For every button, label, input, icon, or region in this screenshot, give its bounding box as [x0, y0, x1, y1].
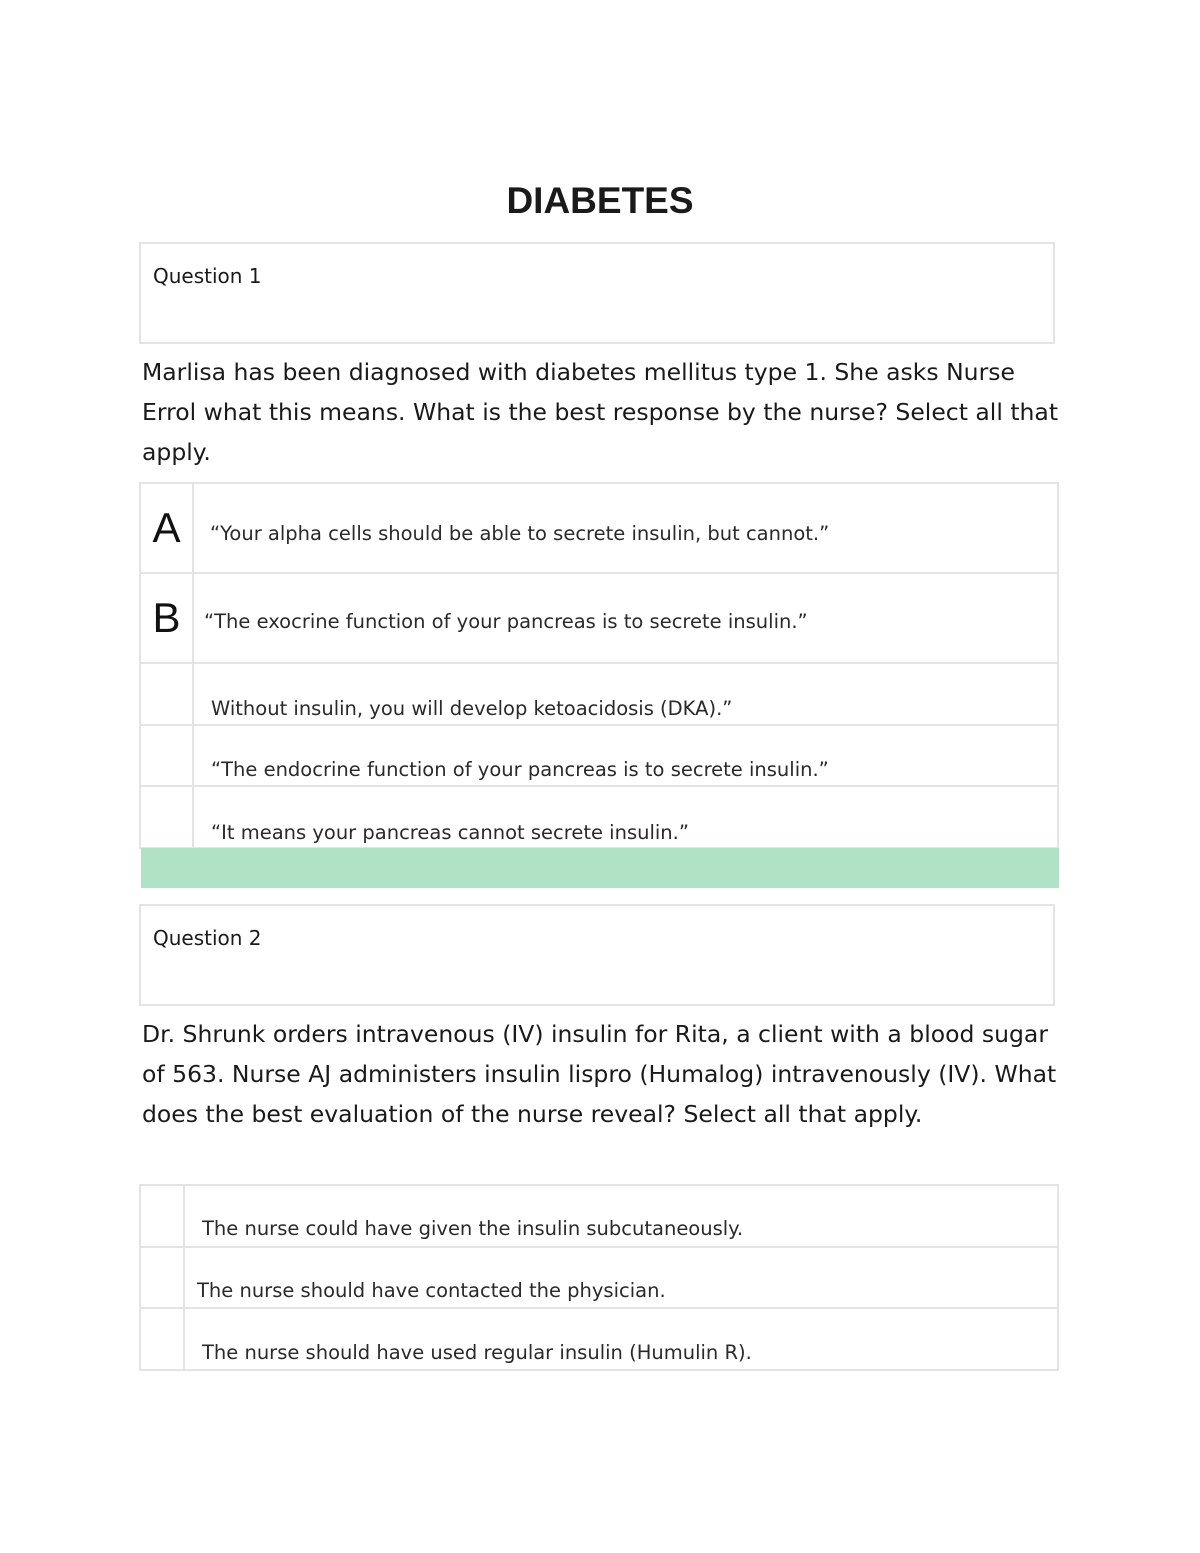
question-1-text: Marlisa has been diagnosed with diabetes mellitus type 1. She asks Nurse Errol what this means. What is the best response by the nurse? Select all that apply.: [142, 358, 1059, 466]
answer-highlight-bar: [141, 848, 1059, 888]
question-2-header-box: [139, 904, 1055, 1006]
option-row[interactable]: [140, 573, 1058, 663]
option-row[interactable]: [140, 1185, 1058, 1247]
question-2-label: Question 2: [153, 926, 262, 950]
option-letter: [140, 663, 193, 725]
option-letter: [140, 1308, 184, 1370]
option-text: Without insulin, you will develop ketoacidosis (DKA).”: [193, 663, 1058, 725]
option-row[interactable]: [140, 663, 1058, 725]
option-row[interactable]: [140, 483, 1058, 573]
option-text: “Your alpha cells should be able to secrete insulin, but cannot.”: [193, 483, 1058, 573]
option-letter: [140, 1247, 184, 1308]
option-letter: B: [140, 573, 193, 663]
question-1-options-table: [139, 482, 1059, 849]
option-text: The nurse could have given the insulin subcutaneously.: [184, 1185, 1058, 1247]
question-1-header-box: [139, 242, 1055, 344]
option-row[interactable]: [140, 1247, 1058, 1308]
question-2-options-table: [139, 1184, 1059, 1371]
option-text: “The exocrine function of your pancreas is to secrete insulin.”: [193, 573, 1058, 663]
option-letter: [140, 725, 193, 786]
question-1-label: Question 1: [153, 264, 262, 288]
option-row[interactable]: [140, 725, 1058, 786]
option-letter: A: [140, 483, 193, 573]
page-title: DIABETES: [506, 180, 694, 221]
option-text: The nurse should have contacted the physician.: [184, 1247, 1058, 1308]
question-2-text: Dr. Shrunk orders intravenous (IV) insulin for Rita, a client with a blood sugar of 563. Nurse AJ administers insulin lispro (Humalog) intravenously (IV). What does the best evaluation of the nurse reveal? Select all that apply.: [142, 1020, 1057, 1128]
option-row[interactable]: [140, 1308, 1058, 1370]
option-text: “The endocrine function of your pancreas is to secrete insulin.”: [193, 725, 1058, 786]
option-row[interactable]: [140, 786, 1058, 848]
option-text: “It means your pancreas cannot secrete insulin.”: [193, 786, 1058, 848]
option-letter: [140, 786, 193, 848]
option-text: The nurse should have used regular insulin (Humulin R).: [184, 1308, 1058, 1370]
option-letter: [140, 1185, 184, 1247]
